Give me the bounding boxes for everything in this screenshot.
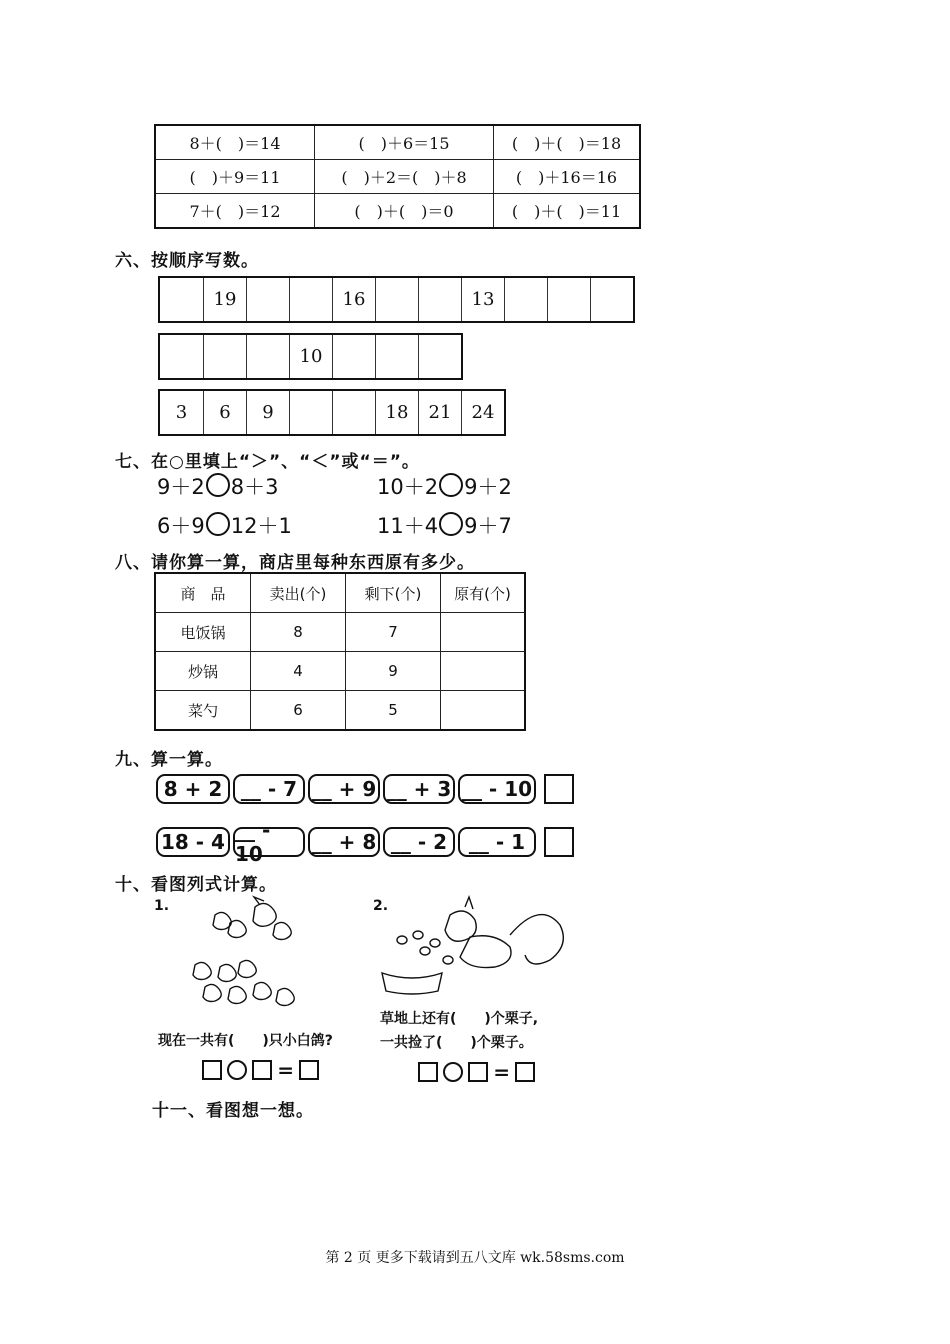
problem-2-text-2: 一共捡了( )个栗子。 [380, 1035, 533, 1051]
seq-cell[interactable] [203, 335, 246, 378]
problem-1-text: 现在一共有( )只小白鸽? [158, 1033, 333, 1049]
table-row [155, 194, 640, 229]
pigeon-shape [276, 988, 294, 1005]
compare-circle[interactable] [439, 473, 463, 497]
section10-title: 十、看图列式计算。 [115, 875, 277, 895]
seq-cell[interactable]: 3 [175, 402, 188, 423]
pigeons-illustration [160, 895, 320, 1020]
equation-cell: 7＋( )＝12 [155, 194, 315, 229]
seq-cell[interactable] [160, 335, 203, 378]
section8-title: 八、请你算一算，商店里每种东西原有多少。 [115, 553, 475, 573]
compare-left: 10＋2 [377, 475, 439, 499]
sequence-row-1 [158, 276, 635, 323]
squirrel-tail [510, 915, 563, 964]
operator-circle[interactable] [443, 1062, 463, 1082]
basket [382, 973, 442, 994]
chain-step[interactable]: __ - 2 [383, 827, 455, 857]
pigeon-shape [228, 986, 246, 1003]
table-header-row [155, 573, 525, 613]
seq-cell[interactable]: 10 [289, 335, 332, 378]
table-cell: 炒锅 [155, 652, 251, 691]
equation-cell: ( )＋16＝16 [494, 160, 641, 194]
table-cell: 电饭锅 [155, 613, 251, 652]
compare-left: 6＋9 [157, 514, 205, 538]
pigeon-shape [203, 984, 221, 1001]
table-cell[interactable] [441, 691, 526, 731]
seq-cell[interactable]: 13 [461, 278, 504, 321]
operator-circle[interactable] [227, 1060, 247, 1080]
seq-cell[interactable] [332, 335, 375, 378]
chestnut [420, 947, 430, 955]
seq-cell[interactable] [504, 278, 547, 321]
table-cell: 7 [346, 613, 441, 652]
compare-circle[interactable] [206, 473, 230, 497]
compare-item [377, 471, 512, 501]
seq-cell[interactable]: 19 [203, 278, 246, 321]
answer-box[interactable] [299, 1060, 319, 1080]
section9-title: 九、算一算。 [115, 750, 223, 770]
seq-cell[interactable] [375, 278, 418, 321]
compare-left: 11＋4 [377, 514, 439, 538]
problem-2-text-1: 草地上还有( )个栗子, [380, 1011, 539, 1027]
seq-cell[interactable] [289, 278, 332, 321]
seq-cell[interactable]: 9 [246, 391, 289, 434]
table-row [155, 160, 640, 194]
sequence-row-2 [158, 333, 463, 380]
calc-chain-1 [156, 774, 574, 804]
pigeon-shape [253, 903, 276, 926]
equals-sign: = [493, 1060, 511, 1084]
section6-title: 六、按顺序写数。 [115, 251, 259, 271]
seq-cell[interactable] [289, 391, 332, 434]
chain-step: 18 - 4 [156, 827, 230, 857]
pigeon-shape [218, 964, 236, 981]
squirrel-illustration [380, 895, 570, 995]
seq-cell[interactable] [418, 278, 461, 321]
pigeon-shape [238, 960, 256, 977]
shop-table [154, 572, 526, 731]
problem-2-label: 2. [373, 898, 389, 914]
table-cell[interactable] [441, 652, 526, 691]
equation-cell: 8＋( )＝14 [155, 125, 315, 160]
pigeon-shape [228, 920, 246, 937]
seq-cell[interactable] [590, 278, 633, 321]
chain-step[interactable]: __ - 10 [233, 827, 305, 857]
pigeon-shape [273, 922, 291, 939]
seq-cell[interactable] [246, 335, 289, 378]
chain-step[interactable]: __ - 1 [458, 827, 536, 857]
compare-circle[interactable] [206, 512, 230, 536]
answer-box[interactable] [544, 827, 574, 857]
seq-cell[interactable]: 18 [375, 391, 418, 434]
pigeon-shape [253, 982, 271, 999]
table-row [155, 652, 525, 691]
table-row [155, 691, 525, 731]
sequence-row-3 [158, 389, 506, 436]
chain-step: 8 + 2 [156, 774, 230, 804]
chain-step[interactable]: __ - 10 [458, 774, 536, 804]
table-header: 原有(个) [441, 573, 526, 613]
answer-box[interactable] [418, 1062, 438, 1082]
chain-step[interactable]: __ + 9 [308, 774, 380, 804]
table-cell: 6 [251, 691, 346, 731]
seq-cell[interactable]: 24 [461, 391, 504, 434]
compare-right: 8＋3 [230, 475, 279, 499]
squirrel-ear [465, 897, 473, 909]
answer-box[interactable] [202, 1060, 222, 1080]
chestnut [413, 931, 423, 939]
answer-box[interactable] [544, 774, 574, 804]
squirrel-body [460, 936, 511, 968]
compare-right: 9＋7 [464, 514, 512, 538]
seq-cell[interactable]: 21 [418, 391, 461, 434]
problem-1-label: 1. [154, 898, 170, 914]
answer-box[interactable] [515, 1062, 535, 1082]
section11-title: 十一、看图想一想。 [152, 1101, 314, 1121]
table-header: 卖出(个) [251, 573, 346, 613]
table-header: 剩下(个) [346, 573, 441, 613]
table-row [155, 125, 640, 160]
table-cell: 4 [251, 652, 346, 691]
chain-step[interactable]: __ - 7 [233, 774, 305, 804]
seq-cell[interactable] [160, 278, 203, 321]
table-row [155, 613, 525, 652]
seq-cell[interactable] [375, 335, 418, 378]
equation-cell: ( )＋( )＝11 [494, 194, 641, 229]
chestnut [443, 956, 453, 964]
compare-item [377, 510, 512, 540]
answer-box[interactable] [468, 1062, 488, 1082]
pigeon-shape [193, 962, 211, 979]
equation-boxes-1 [202, 1058, 319, 1082]
compare-item [157, 471, 278, 501]
chestnut [430, 939, 440, 947]
table-cell: 菜勺 [155, 691, 251, 731]
seq-cell[interactable] [547, 278, 590, 321]
table-cell: 9 [346, 652, 441, 691]
compare-circle[interactable] [439, 512, 463, 536]
compare-right: 9＋2 [464, 475, 512, 499]
seq-cell[interactable] [246, 278, 289, 321]
equation-boxes-2 [418, 1060, 535, 1084]
table-cell: 5 [346, 691, 441, 731]
equation-table [154, 124, 641, 229]
seq-cell[interactable]: 16 [332, 278, 375, 321]
equation-cell: ( )＋2＝( )＋8 [315, 160, 494, 194]
equation-cell: ( )＋( )＝18 [494, 125, 641, 160]
equation-cell: ( )＋( )＝0 [315, 194, 494, 229]
equals-sign: = [277, 1058, 295, 1082]
seq-cell[interactable] [418, 335, 461, 378]
equation-cell: ( )＋9＝11 [155, 160, 315, 194]
table-cell: 8 [251, 613, 346, 652]
table-header: 商 品 [155, 573, 251, 613]
compare-right: 12＋1 [230, 514, 292, 538]
answer-box[interactable] [252, 1060, 272, 1080]
chain-step[interactable]: __ + 8 [308, 827, 380, 857]
page-footer: 第 2 页 更多下载请到五八文库 wk.58sms.com [325, 1250, 625, 1266]
seq-cell[interactable] [332, 391, 375, 434]
table-cell[interactable] [441, 613, 526, 652]
compare-item [157, 510, 292, 540]
compare-left: 9＋2 [157, 475, 205, 499]
equation-cell: ( )＋6＝15 [315, 125, 494, 160]
section7-title: 七、在○里填上“＞”、“＜”或“＝”。 [115, 452, 420, 472]
chain-step[interactable]: __ + 3 [383, 774, 455, 804]
calc-chain-2 [156, 818, 574, 866]
seq-cell[interactable]: 6 [203, 391, 246, 434]
chestnut [397, 936, 407, 944]
